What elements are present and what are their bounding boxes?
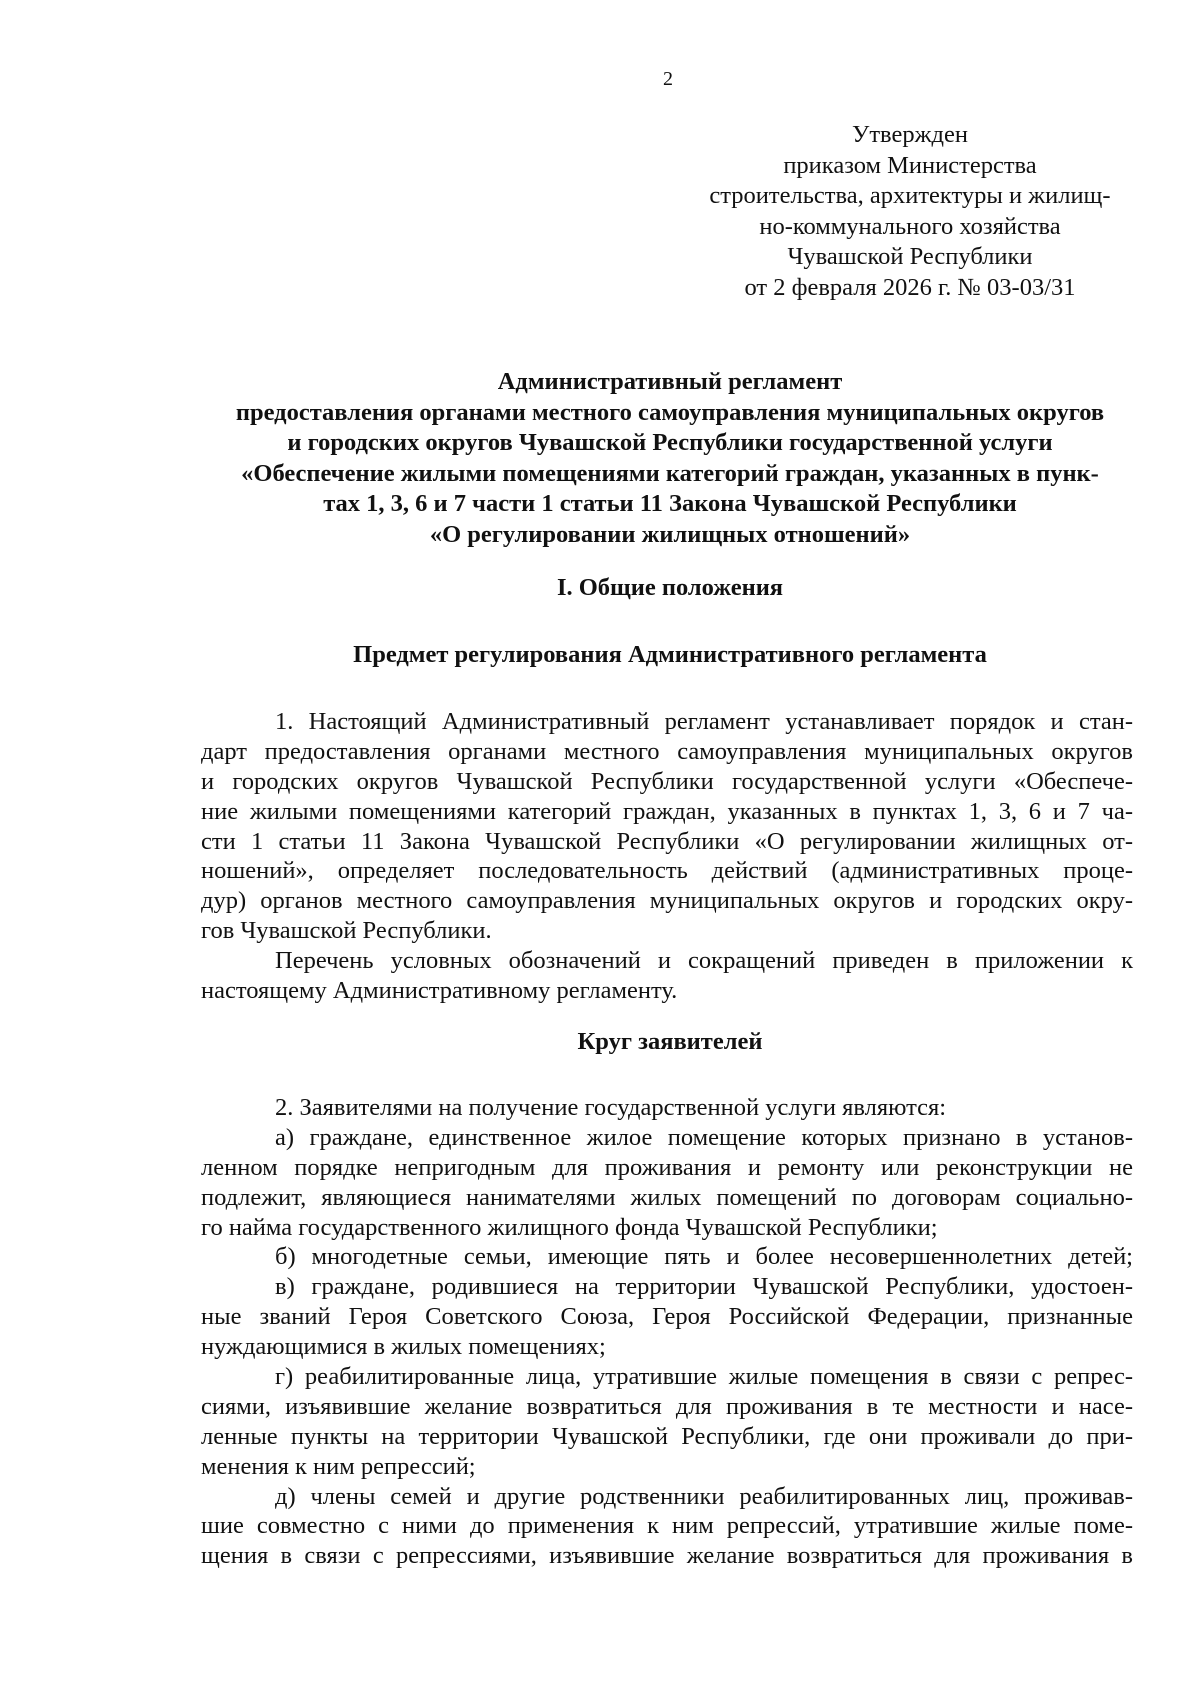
text-line: Перечень условных обозначений и сокращений приведен в приложении к bbox=[275, 947, 1133, 975]
title-line: тах 1, 3, 6 и 7 части 1 статьи 11 Закона Чувашской Республики bbox=[323, 490, 1017, 517]
approval-line: строительства, архитектуры и жилищ- bbox=[709, 182, 1111, 209]
text-line: шие совместно с ними до применения к ним репрессий, утратившие жилые поме- bbox=[201, 1512, 1133, 1540]
approval-line: Утвержден bbox=[852, 121, 968, 148]
title-line: Административный регламент bbox=[497, 368, 843, 395]
text-line: ношений», определяет последовательность действий (административных проце- bbox=[201, 857, 1133, 885]
approval-line: от 2 февраля 2026 г. № 03-03/31 bbox=[744, 273, 1076, 301]
text-line: нуждающимися в жилых помещениях; bbox=[201, 1333, 606, 1361]
subheading-applicants: Круг заявителей bbox=[577, 1028, 763, 1055]
text-line: дур) органов местного самоуправления муниципальных округов и городских окру- bbox=[201, 887, 1133, 915]
subheading-subject: Предмет регулирования Административного регламента bbox=[353, 641, 987, 668]
text-line: го найма государственного жилищного фонда Чувашской Республики; bbox=[201, 1213, 938, 1241]
paragraph-2 bbox=[201, 1093, 1133, 1571]
approval-line: но-коммунального хозяйства bbox=[759, 212, 1061, 240]
text-line: и городских округов Чувашской Республики государственной услуги «Обеспече- bbox=[201, 767, 1133, 795]
text-line: подлежит, являющиеся нанимателями жилых помещений по договорам социально- bbox=[201, 1183, 1133, 1211]
text-line: дарт предоставления органами местного самоуправления муниципальных округов bbox=[201, 737, 1133, 765]
text-line: настоящему Административному регламенту. bbox=[201, 977, 678, 1005]
document-title bbox=[200, 367, 1140, 550]
title-line: предоставления органами местного самоуправления муниципальных округов bbox=[235, 398, 1105, 426]
text-line: а) граждане, единственное жилое помещение которых признано в установ- bbox=[275, 1123, 1133, 1151]
text-line: щения в связи с репрессиями, изъявившие желание возвратиться для проживания в bbox=[201, 1542, 1133, 1570]
text-line: ленном порядке непригодным для проживания и ремонту или реконструкции не bbox=[201, 1153, 1133, 1181]
text-line: менения к ним репрессий; bbox=[201, 1452, 476, 1480]
text-line: в) граждане, родившиеся на территории Чувашской Республики, удостоен- bbox=[275, 1273, 1133, 1301]
text-line: 2. Заявителями на получение государственной услуги являются: bbox=[275, 1094, 947, 1121]
approval-stamp bbox=[690, 120, 1130, 303]
text-line: ные званий Героя Советского Союза, Героя Российской Федерации, признанные bbox=[201, 1303, 1133, 1331]
section-heading: I. Общие положения bbox=[556, 574, 784, 601]
title-line: и городских округов Чувашской Республики государственной услуги bbox=[287, 429, 1053, 456]
text-line: ленные пункты на территории Чувашской Республики, где они проживали до при- bbox=[201, 1422, 1133, 1450]
text-line: б) многодетные семьи, имеющие пять и более несовершеннолетних детей; bbox=[275, 1243, 1133, 1271]
text-line: д) члены семей и другие родственники реабилитированных лиц, проживав- bbox=[275, 1482, 1133, 1510]
text-line: г) реабилитированные лица, утратившие жилые помещения в связи с репрес- bbox=[275, 1363, 1133, 1391]
text-line: ние жилыми помещениями категорий граждан, указанных в пунктах 1, 3, 6 и 7 ча- bbox=[201, 797, 1133, 825]
page-number: 2 bbox=[663, 68, 673, 90]
title-line: «О регулировании жилищных отношений» bbox=[429, 520, 911, 548]
approval-line: Чувашской Республики bbox=[787, 243, 1033, 270]
approval-line: приказом Министерства bbox=[783, 151, 1037, 179]
text-line: гов Чувашской Республики. bbox=[201, 917, 492, 945]
text-line: сиями, изъявившие желание возвратиться для проживания в те местности и насе- bbox=[201, 1392, 1133, 1420]
text-line: 1. Настоящий Административный регламент устанавливает порядок и стан- bbox=[275, 708, 1133, 735]
text-line: сти 1 статьи 11 Закона Чувашской Республики «О регулировании жилищных от- bbox=[201, 827, 1133, 855]
title-line: «Обеспечение жилыми помещениями категорий граждан, указанных в пунк- bbox=[241, 459, 1099, 487]
paragraph-1 bbox=[201, 707, 1133, 1006]
